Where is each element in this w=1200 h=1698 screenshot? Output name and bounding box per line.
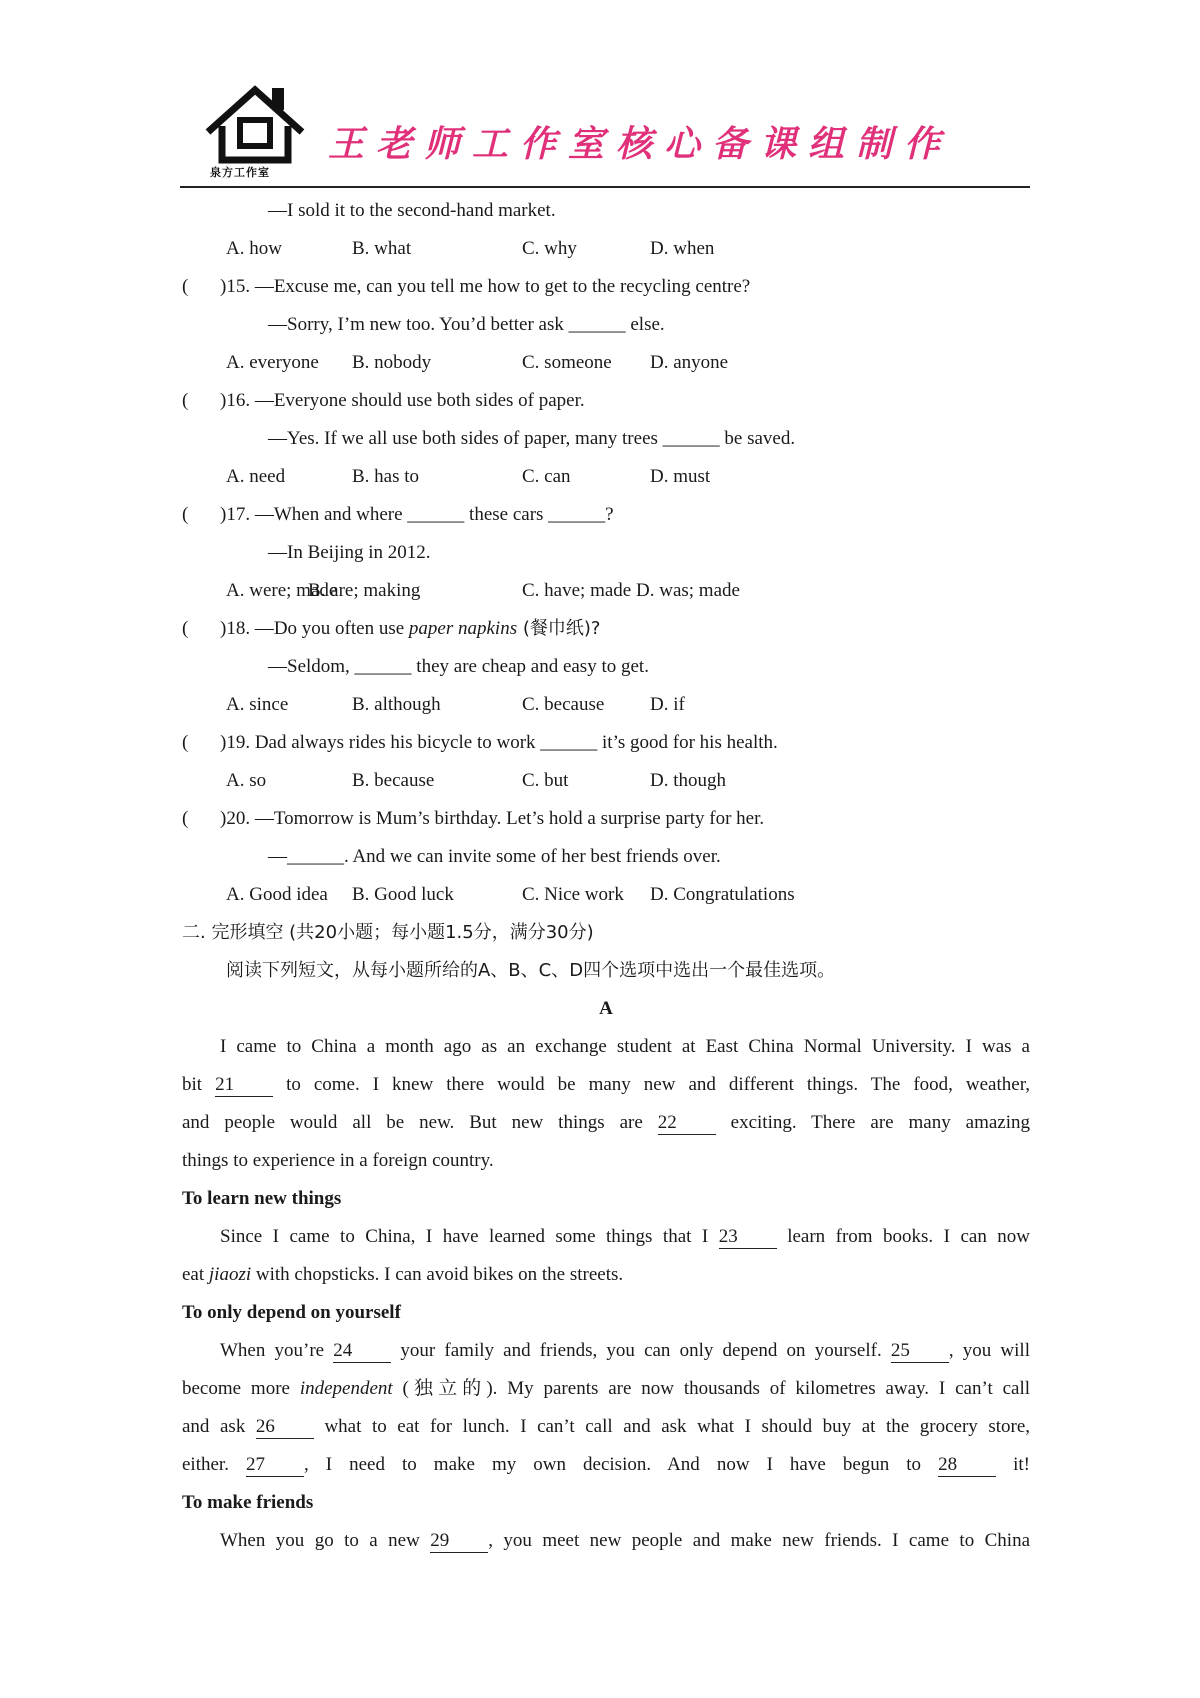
question-stem: )20. —Tomorrow is Mum’s birthday. Let’s hold a surprise party for her. [220, 808, 765, 829]
answer-paren: ( [182, 504, 189, 525]
passage-line [182, 1408, 1030, 1446]
passage-heading: To only depend on yourself [182, 1302, 401, 1323]
blank-28: 28 [938, 1454, 996, 1477]
option-b: B. what [352, 238, 412, 259]
text-run: Since I came to China, I have learned some things that I [220, 1226, 709, 1247]
options-row [182, 230, 1030, 268]
passage-heading: To learn new things [182, 1188, 342, 1209]
page-header [200, 84, 1030, 186]
logo-caption: 泉方工作室 [210, 166, 270, 179]
question-15 [182, 268, 1030, 306]
option-d: D. was; made [636, 580, 740, 601]
option-a: A. how [226, 238, 282, 259]
options-row [182, 762, 1030, 800]
blank-26: 26 [256, 1416, 314, 1439]
passage-line [182, 1522, 1030, 1560]
option-c: C. because [522, 694, 605, 715]
question-stem: )16. —Everyone should use both sides of paper. [220, 390, 585, 411]
text-run: become more [182, 1378, 300, 1399]
text-run: either. [182, 1454, 229, 1475]
italic-term: jiaozi [208, 1264, 252, 1285]
passage-line [182, 1218, 1030, 1256]
option-b: B. Good luck [352, 884, 454, 905]
option-b: B. nobody [352, 352, 432, 373]
blank-29: 29 [430, 1530, 488, 1553]
options-row [182, 458, 1030, 496]
option-b: B. because [352, 770, 435, 791]
italic-term: independent [299, 1378, 393, 1399]
question-stem: )17. —When and where ______ these cars ______? [220, 504, 614, 525]
text-run: , I need to make my own decision. And now I have begun to [303, 1454, 922, 1475]
passage-line: I came to China a month ago as an exchange student at East China Normal University. I was a [220, 1036, 1030, 1057]
answer-line: —I sold it to the second-hand market. [268, 200, 556, 221]
reply-line: —Seldom, ______ they are cheap and easy to get. [268, 656, 649, 677]
blank-23: 23 [719, 1226, 777, 1249]
question-20 [182, 800, 1030, 838]
answer-paren: ( [182, 732, 189, 753]
text-run: what to eat for lunch. I can’t call and ask what I should buy at the grocery store, [324, 1416, 1031, 1437]
answer-paren: ( [182, 276, 189, 297]
stem-text: )18. —Do you often use [220, 618, 409, 639]
text-run: and ask [182, 1416, 246, 1437]
blank-27: 27 [246, 1454, 304, 1477]
reply-line: —In Beijing in 2012. [268, 542, 431, 563]
blank-21: 21 [215, 1074, 273, 1097]
question-17 [182, 496, 1030, 534]
question-stem: )19. Dad always rides his bicycle to work ______ it’s good for his health. [220, 732, 778, 753]
reply-line: —Sorry, I’m new too. You’d better ask ______ else. [268, 314, 665, 335]
section-title: 二. 完形填空 (共20小题；每小题1.5分，满分30分) [182, 922, 594, 943]
text-run: eat [182, 1264, 209, 1285]
question-19 [182, 724, 1030, 762]
option-c: C. Nice work [522, 884, 624, 905]
text-run: When you’re [220, 1340, 325, 1361]
text-run: , you will [948, 1340, 1030, 1361]
passage-line [182, 1256, 1030, 1294]
section-instruction: 阅读下列短文，从每小题所给的A、B、C、D四个选项中选出一个最佳选项。 [226, 960, 836, 981]
passage-line [182, 1370, 1030, 1408]
question-18 [182, 610, 1030, 648]
option-b: B. has to [352, 466, 420, 487]
stem-italic: paper napkins [408, 618, 518, 639]
option-c: C. someone [522, 352, 612, 373]
answer-paren: ( [182, 808, 189, 829]
option-d: D. when [650, 238, 715, 259]
reply-line: —______. And we can invite some of her best friends over. [268, 846, 721, 867]
option-c: C. have; made [522, 580, 632, 601]
header-rule [180, 186, 1030, 188]
question-stem: )15. —Excuse me, can you tell me how to get to the recycling centre? [220, 276, 751, 297]
text-run: your family and friends, you can only depend on yourself. [400, 1340, 882, 1361]
passage-line [182, 1104, 1030, 1142]
text-run: When you go to a new [220, 1530, 420, 1551]
text-run: (独立的). My parents are now thousands of kilometres away. I can’t call [392, 1378, 1031, 1399]
reply-line: —Yes. If we all use both sides of paper, many trees ______ be saved. [268, 428, 796, 449]
text-run: , you meet new people and make new friends. I came to China [488, 1530, 1030, 1551]
option-d: D. though [650, 770, 726, 791]
options-row [182, 572, 1030, 610]
option-c: C. but [522, 770, 569, 791]
option-a: A. everyone [226, 352, 319, 373]
text-run: with chopsticks. I can avoid bikes on the streets. [251, 1264, 624, 1285]
option-d: D. if [650, 694, 685, 715]
option-a: A. were; made [226, 580, 338, 601]
text-run: and people would all be new. But new things are [182, 1112, 643, 1133]
options-row [182, 344, 1030, 382]
passage-line: things to experience in a foreign country. [182, 1150, 494, 1171]
text-run: it! [1013, 1454, 1031, 1475]
option-c: C. why [522, 238, 577, 259]
worksheet-content [182, 192, 1030, 1560]
passage-heading: To make friends [182, 1492, 314, 1513]
answer-paren: ( [182, 618, 189, 639]
text-run: bit [182, 1074, 203, 1095]
options-row [182, 876, 1030, 914]
stem-gloss: (餐巾纸)? [517, 618, 601, 639]
option-a: A. since [226, 694, 289, 715]
text-run: learn from books. I can now [787, 1226, 1031, 1247]
answer-paren: ( [182, 390, 189, 411]
option-a: A. Good idea [226, 884, 328, 905]
passage-line [182, 1332, 1030, 1370]
text-run: to come. I knew there would be many new and different things. The food, weather, [286, 1074, 1031, 1095]
option-d: D. anyone [650, 352, 729, 373]
blank-22: 22 [658, 1112, 716, 1135]
text-run: exciting. There are many amazing [730, 1112, 1031, 1133]
options-row [182, 686, 1030, 724]
option-b: B. although [352, 694, 441, 715]
passage-line [182, 1446, 1030, 1484]
question-stem [220, 610, 600, 648]
option-b: B. are; making [308, 580, 421, 601]
option-d: D. must [650, 466, 711, 487]
option-c: C. can [522, 466, 571, 487]
passage-label: A [599, 998, 613, 1019]
option-a: A. so [226, 770, 267, 791]
option-a: A. need [226, 466, 286, 487]
passage-line [182, 1066, 1030, 1104]
studio-banner: 王老师工作室核心备课组制作 [328, 124, 953, 165]
blank-24: 24 [333, 1340, 391, 1363]
blank-25: 25 [891, 1340, 949, 1363]
option-d: D. Congratulations [650, 884, 795, 905]
question-16 [182, 382, 1030, 420]
